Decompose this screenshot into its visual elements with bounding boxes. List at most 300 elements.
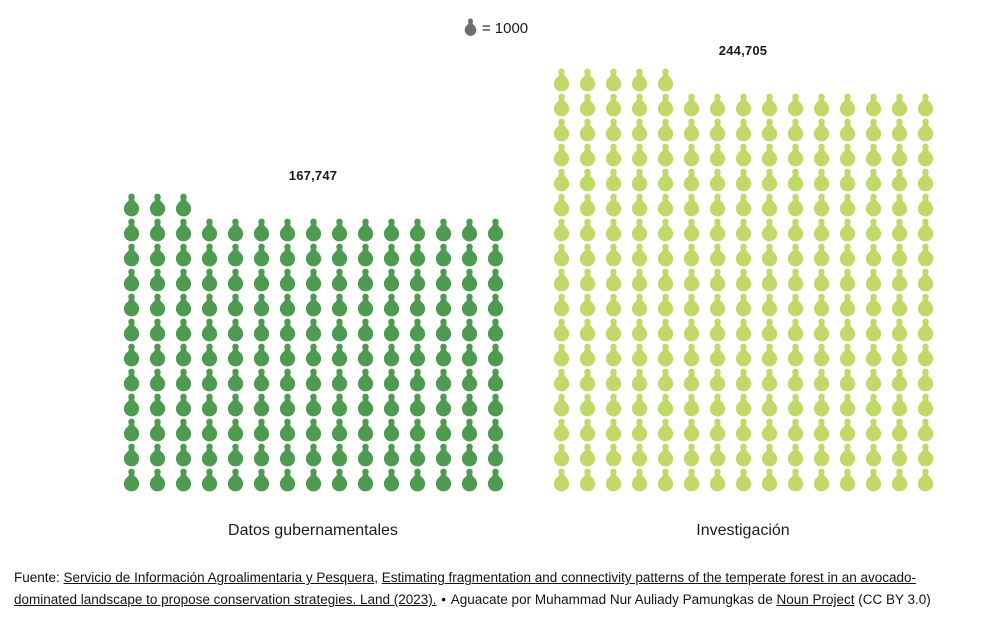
footnote-source-1[interactable]: Servicio de Información Agroalimentaria y Pesquera: [63, 570, 375, 586]
avocado-icon: [782, 92, 808, 117]
avocado-icon: [144, 342, 170, 367]
avocado-icon: [144, 267, 170, 292]
avocado-icon: [756, 467, 782, 492]
avocado-icon: [756, 92, 782, 117]
avocado-icon: [782, 417, 808, 442]
avocado-icon: [912, 192, 938, 217]
avocado-icon: [886, 92, 912, 117]
avocado-icon: [730, 242, 756, 267]
avocado-icon: [548, 267, 574, 292]
avocado-icon: [430, 467, 456, 492]
pictogram-row: [548, 317, 938, 342]
avocado-icon: [118, 192, 144, 217]
avocado-icon: [808, 192, 834, 217]
avocado-icon: [912, 292, 938, 317]
avocado-icon: [756, 117, 782, 142]
avocado-icon: [678, 317, 704, 342]
avocado-icon: [196, 367, 222, 392]
footnote-comma: ,: [374, 570, 382, 586]
avocado-icon: [404, 342, 430, 367]
pictogram-row: [548, 292, 938, 317]
pictogram-row: [118, 267, 508, 292]
avocado-icon: [464, 18, 477, 38]
footnote: [14, 567, 978, 611]
avocado-icon: [756, 392, 782, 417]
avocado-icon: [652, 142, 678, 167]
avocado-icon: [456, 317, 482, 342]
avocado-icon: [808, 242, 834, 267]
pictogram-row: [548, 217, 938, 242]
pictogram-row: [548, 142, 938, 167]
avocado-icon: [574, 342, 600, 367]
avocado-icon: [756, 442, 782, 467]
avocado-icon: [574, 192, 600, 217]
avocado-icon: [782, 192, 808, 217]
avocado-icon: [704, 442, 730, 467]
avocado-icon: [574, 117, 600, 142]
avocado-icon: [196, 342, 222, 367]
avocado-icon: [170, 442, 196, 467]
avocado-icon: [886, 292, 912, 317]
avocado-icon: [548, 342, 574, 367]
avocado-icon: [170, 417, 196, 442]
avocado-icon: [248, 417, 274, 442]
avocado-icon: [808, 217, 834, 242]
footnote-noun-project-link[interactable]: Noun Project: [776, 592, 855, 608]
avocado-icon: [886, 367, 912, 392]
avocado-icon: [300, 417, 326, 442]
avocado-icon: [248, 292, 274, 317]
pictogram-row: [118, 467, 508, 492]
avocado-icon: [300, 267, 326, 292]
pictogram-row: [548, 167, 938, 192]
avocado-icon: [652, 442, 678, 467]
avocado-icon: [886, 342, 912, 367]
avocado-icon: [404, 267, 430, 292]
avocado-icon: [886, 392, 912, 417]
avocado-icon: [170, 217, 196, 242]
avocado-icon: [326, 242, 352, 267]
avocado-icon: [574, 467, 600, 492]
avocado-icon: [300, 442, 326, 467]
avocado-icon: [574, 242, 600, 267]
avocado-icon: [222, 417, 248, 442]
avocado-icon: [430, 267, 456, 292]
avocado-icon: [782, 317, 808, 342]
avocado-icon: [886, 417, 912, 442]
avocado-icon: [808, 292, 834, 317]
avocado-icon: [144, 192, 170, 217]
avocado-icon: [456, 442, 482, 467]
avocado-icon: [678, 242, 704, 267]
avocado-icon: [704, 392, 730, 417]
avocado-icon: [326, 292, 352, 317]
avocado-icon: [782, 467, 808, 492]
avocado-icon: [834, 292, 860, 317]
avocado-icon: [652, 67, 678, 92]
avocado-icon: [404, 442, 430, 467]
avocado-icon: [782, 167, 808, 192]
avocado-icon: [834, 92, 860, 117]
avocado-icon: [456, 342, 482, 367]
avocado-icon: [430, 442, 456, 467]
avocado-icon: [626, 67, 652, 92]
avocado-icon: [144, 317, 170, 342]
pictogram-grid-res: [548, 67, 938, 492]
avocado-icon: [456, 367, 482, 392]
avocado-icon: [300, 292, 326, 317]
pictogram-row: [118, 317, 508, 342]
avocado-icon: [274, 417, 300, 442]
avocado-icon: [704, 417, 730, 442]
avocado-icon: [378, 342, 404, 367]
avocado-icon: [756, 142, 782, 167]
avocado-icon: [730, 367, 756, 392]
avocado-icon: [274, 367, 300, 392]
avocado-icon: [378, 367, 404, 392]
avocado-icon: [456, 392, 482, 417]
avocado-icon: [782, 217, 808, 242]
avocado-icon: [548, 167, 574, 192]
avocado-icon: [144, 292, 170, 317]
pictogram-row: [118, 442, 508, 467]
pictogram-row: [548, 342, 938, 367]
avocado-icon: [600, 367, 626, 392]
avocado-icon: [678, 217, 704, 242]
avocado-icon: [730, 417, 756, 442]
avocado-icon: [808, 167, 834, 192]
avocado-icon: [652, 192, 678, 217]
avocado-icon: [626, 442, 652, 467]
pictogram-row: [548, 117, 938, 142]
avocado-icon: [834, 342, 860, 367]
avocado-icon: [886, 242, 912, 267]
avocado-icon: [404, 417, 430, 442]
avocado-icon: [548, 117, 574, 142]
avocado-icon: [456, 217, 482, 242]
avocado-icon: [118, 392, 144, 417]
avocado-icon: [600, 167, 626, 192]
avocado-icon: [378, 317, 404, 342]
avocado-icon: [756, 217, 782, 242]
avocado-icon: [782, 367, 808, 392]
avocado-icon: [652, 292, 678, 317]
avocado-icon: [222, 242, 248, 267]
avocado-icon: [730, 392, 756, 417]
avocado-icon: [600, 142, 626, 167]
avocado-icon: [626, 217, 652, 242]
avocado-icon: [912, 442, 938, 467]
avocado-icon: [652, 467, 678, 492]
avocado-icon: [678, 142, 704, 167]
avocado-icon: [756, 192, 782, 217]
avocado-icon: [860, 292, 886, 317]
avocado-icon: [404, 392, 430, 417]
avocado-icon: [144, 442, 170, 467]
avocado-icon: [678, 467, 704, 492]
avocado-icon: [886, 117, 912, 142]
avocado-icon: [548, 217, 574, 242]
avocado-icon: [274, 217, 300, 242]
avocado-icon: [248, 392, 274, 417]
avocado-icon: [626, 167, 652, 192]
avocado-icon: [196, 217, 222, 242]
avocado-icon: [860, 417, 886, 442]
avocado-icon: [912, 117, 938, 142]
avocado-icon: [548, 192, 574, 217]
avocado-icon: [704, 117, 730, 142]
avocado-icon: [222, 317, 248, 342]
avocado-icon: [248, 467, 274, 492]
avocado-icon: [118, 442, 144, 467]
avocado-icon: [482, 292, 508, 317]
footnote-prefix: Fuente:: [14, 570, 64, 586]
avocado-icon: [482, 217, 508, 242]
avocado-icon: [482, 317, 508, 342]
avocado-icon: [548, 442, 574, 467]
avocado-icon: [144, 467, 170, 492]
avocado-icon: [782, 292, 808, 317]
avocado-icon: [248, 367, 274, 392]
pictogram-row: [118, 392, 508, 417]
avocado-icon: [248, 267, 274, 292]
avocado-icon: [834, 242, 860, 267]
avocado-icon: [626, 317, 652, 342]
avocado-icon: [574, 267, 600, 292]
avocado-icon: [352, 242, 378, 267]
avocado-icon: [222, 392, 248, 417]
pictogram-row: [548, 367, 938, 392]
avocado-icon: [548, 292, 574, 317]
footnote-source-2[interactable]: Estimating fragmentation and connectivity patterns of the temperate forest in an avocado-dominated landscape to propose conservation strategies. Land (2023).: [14, 570, 917, 608]
avocado-icon: [248, 242, 274, 267]
avocado-icon: [404, 242, 430, 267]
avocado-icon: [248, 442, 274, 467]
avocado-icon: [574, 417, 600, 442]
avocado-icon: [860, 467, 886, 492]
avocado-icon: [730, 117, 756, 142]
avocado-icon: [482, 417, 508, 442]
avocado-icon: [886, 442, 912, 467]
footnote-license: (CC BY 3.0): [854, 592, 931, 608]
avocado-icon: [274, 267, 300, 292]
avocado-icon: [756, 317, 782, 342]
avocado-icon: [196, 242, 222, 267]
avocado-icon: [834, 392, 860, 417]
avocado-icon: [782, 392, 808, 417]
avocado-icon: [834, 417, 860, 442]
avocado-icon: [548, 367, 574, 392]
pictogram-row: [118, 417, 508, 442]
avocado-icon: [860, 242, 886, 267]
avocado-icon: [430, 342, 456, 367]
avocado-icon: [730, 267, 756, 292]
avocado-icon: [652, 342, 678, 367]
avocado-icon: [352, 217, 378, 242]
avocado-icon: [626, 242, 652, 267]
avocado-icon: [730, 92, 756, 117]
avocado-icon: [574, 67, 600, 92]
avocado-icon: [912, 142, 938, 167]
avocado-icon: [678, 442, 704, 467]
avocado-icon: [482, 267, 508, 292]
avocado-icon: [808, 417, 834, 442]
avocado-icon: [574, 442, 600, 467]
avocado-icon: [834, 142, 860, 167]
avocado-icon: [456, 267, 482, 292]
avocado-icon: [886, 142, 912, 167]
avocado-icon: [834, 192, 860, 217]
avocado-icon: [352, 367, 378, 392]
group-datos-gubernamentales: [118, 168, 508, 492]
avocado-icon: [600, 342, 626, 367]
avocado-icon: [352, 467, 378, 492]
avocado-icon: [678, 267, 704, 292]
avocado-icon: [860, 367, 886, 392]
avocado-icon: [912, 467, 938, 492]
avocado-icon: [600, 392, 626, 417]
avocado-icon: [430, 217, 456, 242]
avocado-icon: [404, 217, 430, 242]
avocado-icon: [860, 142, 886, 167]
avocado-icon: [352, 317, 378, 342]
avocado-icon: [678, 167, 704, 192]
avocado-icon: [600, 67, 626, 92]
avocado-icon: [808, 267, 834, 292]
avocado-icon: [912, 317, 938, 342]
avocado-icon: [196, 392, 222, 417]
avocado-icon: [118, 467, 144, 492]
avocado-icon: [886, 192, 912, 217]
avocado-icon: [248, 317, 274, 342]
avocado-icon: [860, 92, 886, 117]
avocado-icon: [352, 292, 378, 317]
group-investigacion: [548, 43, 938, 492]
avocado-icon: [118, 417, 144, 442]
avocado-icon: [704, 192, 730, 217]
pictogram-row: [548, 242, 938, 267]
avocado-icon: [248, 342, 274, 367]
avocado-icon: [782, 242, 808, 267]
avocado-icon: [548, 467, 574, 492]
avocado-icon: [860, 117, 886, 142]
avocado-icon: [860, 217, 886, 242]
pictogram-row: [118, 367, 508, 392]
avocado-icon: [860, 192, 886, 217]
avocado-icon: [652, 117, 678, 142]
avocado-icon: [912, 217, 938, 242]
avocado-icon: [548, 392, 574, 417]
avocado-icon: [626, 267, 652, 292]
avocado-icon: [834, 467, 860, 492]
avocado-icon: [756, 167, 782, 192]
avocado-icon: [886, 167, 912, 192]
avocado-icon: [170, 242, 196, 267]
avocado-icon: [678, 392, 704, 417]
avocado-icon: [274, 467, 300, 492]
avocado-icon: [886, 217, 912, 242]
avocado-icon: [678, 367, 704, 392]
avocado-icon: [782, 442, 808, 467]
avocado-icon: [678, 192, 704, 217]
avocado-icon: [860, 317, 886, 342]
avocado-icon: [196, 467, 222, 492]
avocado-icon: [248, 217, 274, 242]
avocado-icon: [274, 317, 300, 342]
avocado-icon: [600, 467, 626, 492]
avocado-icon: [730, 292, 756, 317]
avocado-icon: [626, 142, 652, 167]
avocado-icon: [300, 392, 326, 417]
avocado-icon: [196, 442, 222, 467]
group-label-gov: Datos gubernamentales: [228, 522, 398, 539]
avocado-icon: [378, 242, 404, 267]
avocado-icon: [704, 217, 730, 242]
avocado-icon: [756, 267, 782, 292]
avocado-icon: [704, 267, 730, 292]
avocado-icon: [170, 292, 196, 317]
avocado-icon: [860, 267, 886, 292]
avocado-icon: [834, 317, 860, 342]
avocado-icon: [352, 342, 378, 367]
avocado-icon: [652, 317, 678, 342]
avocado-icon: [808, 342, 834, 367]
avocado-icon: [574, 292, 600, 317]
avocado-icon: [600, 92, 626, 117]
avocado-icon: [196, 292, 222, 317]
avocado-icon: [912, 92, 938, 117]
avocado-icon: [222, 442, 248, 467]
avocado-icon: [860, 167, 886, 192]
avocado-icon: [378, 292, 404, 317]
avocado-icon: [808, 142, 834, 167]
avocado-icon: [144, 367, 170, 392]
avocado-icon: [326, 417, 352, 442]
avocado-icon: [326, 267, 352, 292]
avocado-icon: [170, 192, 196, 217]
avocado-icon: [222, 467, 248, 492]
avocado-icon: [430, 417, 456, 442]
avocado-icon: [756, 242, 782, 267]
pictogram-grid-gov: [118, 192, 508, 492]
avocado-icon: [834, 167, 860, 192]
avocado-icon: [782, 117, 808, 142]
avocado-icon: [730, 442, 756, 467]
avocado-icon: [782, 142, 808, 167]
avocado-icon: [652, 392, 678, 417]
avocado-icon: [378, 467, 404, 492]
avocado-icon: [222, 267, 248, 292]
avocado-icon: [326, 217, 352, 242]
avocado-icon: [574, 367, 600, 392]
avocado-icon: [704, 167, 730, 192]
avocado-icon: [704, 292, 730, 317]
avocado-icon: [456, 292, 482, 317]
pictogram-row: [548, 92, 938, 117]
avocado-icon: [912, 417, 938, 442]
pictogram-row: [548, 442, 938, 467]
avocado-icon: [860, 342, 886, 367]
avocado-icon: [652, 92, 678, 117]
avocado-icon: [144, 417, 170, 442]
footnote-bullet: •: [437, 592, 450, 608]
avocado-icon: [678, 417, 704, 442]
avocado-icon: [300, 467, 326, 492]
avocado-icon: [170, 467, 196, 492]
avocado-icon: [600, 117, 626, 142]
avocado-icon: [730, 217, 756, 242]
pictogram-row: [548, 67, 678, 92]
